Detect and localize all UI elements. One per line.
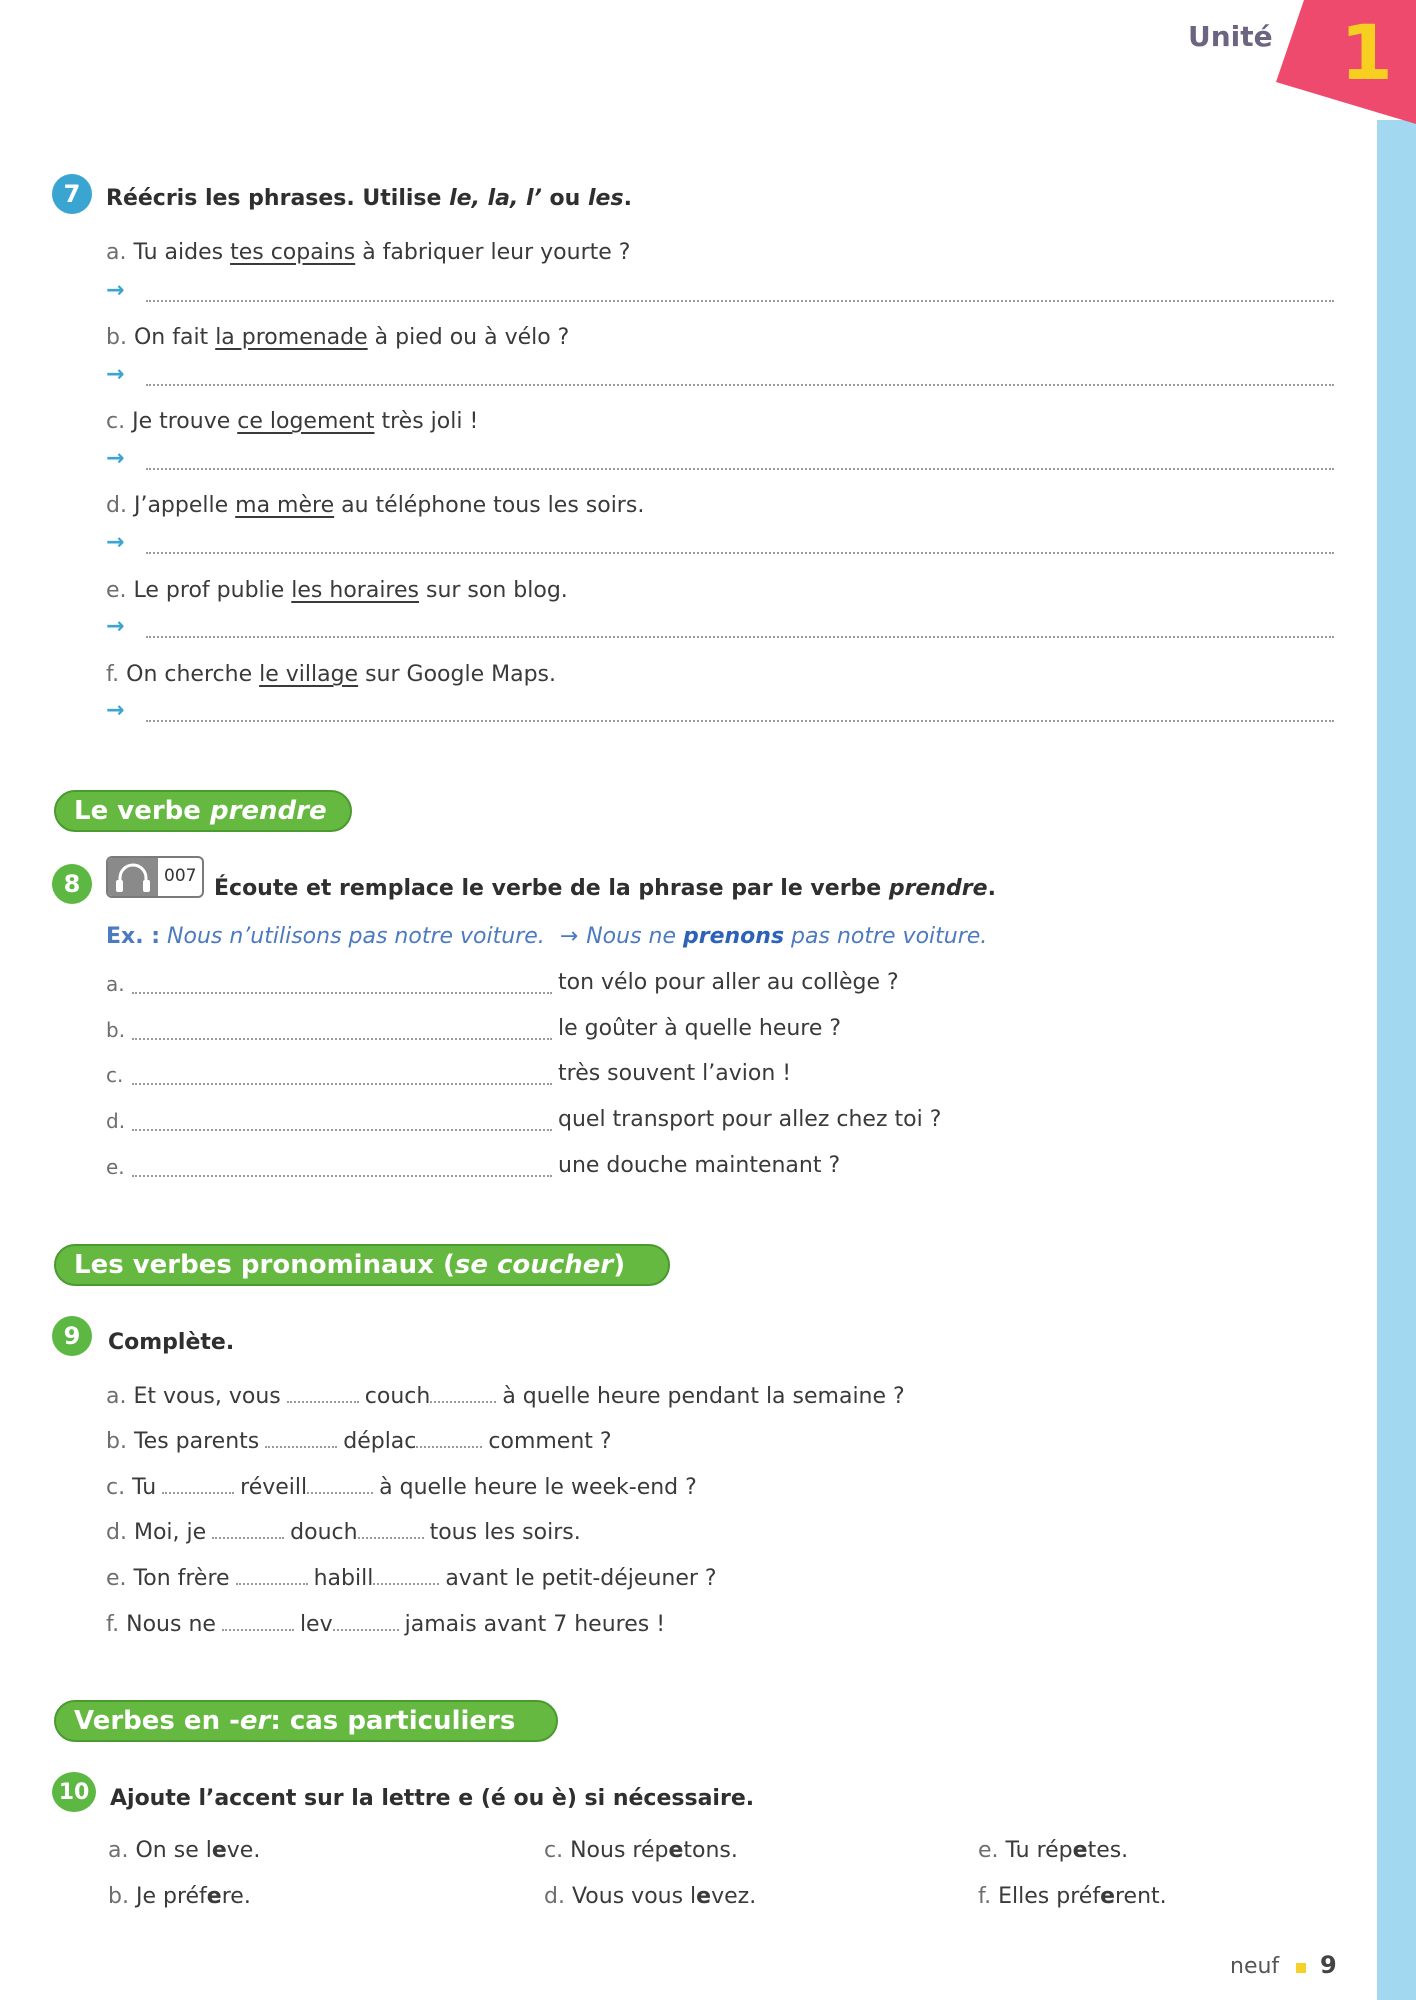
word-part: ve. bbox=[226, 1838, 261, 1863]
dotted-line bbox=[146, 300, 1334, 302]
ex8-item-b bbox=[106, 1018, 1006, 1048]
ex7-answer-line-c[interactable] bbox=[106, 446, 1334, 474]
section-title-text: Le verbe bbox=[74, 796, 201, 826]
word-part: On se l bbox=[135, 1838, 212, 1863]
ex7-sentence-b bbox=[106, 325, 569, 350]
ex10-item-b[interactable] bbox=[108, 1884, 251, 1909]
instruction-text: Écoute et remplace le verbe de la phrase par le verbe bbox=[214, 876, 889, 901]
sentence-text: Tes parents bbox=[133, 1429, 260, 1454]
example-answer: Nous ne bbox=[586, 924, 683, 949]
underlined-object: ce logement bbox=[237, 409, 375, 434]
arrow-icon: → bbox=[106, 362, 125, 387]
sentence-text: sur Google Maps. bbox=[358, 662, 556, 687]
footer-square-icon bbox=[1296, 1963, 1306, 1973]
word-part: Elles préf bbox=[998, 1884, 1101, 1909]
ex7-answer-line-a[interactable] bbox=[106, 278, 1334, 306]
sentence-text: J’appelle bbox=[133, 493, 236, 518]
answer-blank[interactable] bbox=[307, 1478, 373, 1494]
section-title-text: : cas particuliers bbox=[270, 1706, 516, 1736]
answer-blank[interactable] bbox=[333, 1615, 399, 1631]
sentence-text: à quelle heure pendant la semaine ? bbox=[502, 1384, 905, 1409]
ex9-item-f bbox=[106, 1612, 665, 1637]
ex10-item-f[interactable] bbox=[978, 1884, 1167, 1909]
sentence-text: avant le petit-déjeuner ? bbox=[445, 1566, 717, 1591]
instruction-text: . bbox=[623, 186, 632, 211]
target-letter: e bbox=[206, 1884, 222, 1909]
section-title-italic: er bbox=[239, 1706, 271, 1736]
sentence-text: très souvent l’avion ! bbox=[558, 1061, 792, 1086]
sentence-text: ton vélo pour aller au collège ? bbox=[558, 970, 899, 995]
item-letter: b. bbox=[106, 1429, 127, 1454]
exercise-8-number: 8 bbox=[52, 864, 92, 904]
exercise-8-example bbox=[106, 924, 987, 949]
dotted-line bbox=[146, 720, 1334, 722]
instruction-text: Réécris les phrases. Utilise bbox=[106, 186, 450, 211]
sentence-text: Ton frère bbox=[133, 1566, 230, 1591]
ex9-item-b bbox=[106, 1429, 612, 1454]
sentence-text: comment ? bbox=[488, 1429, 612, 1454]
ex9-item-e bbox=[106, 1566, 717, 1591]
side-strip bbox=[1377, 120, 1416, 2000]
word-part: tes. bbox=[1087, 1838, 1129, 1863]
sentence-text: jamais avant 7 heures ! bbox=[404, 1612, 666, 1637]
unit-label: Unité bbox=[1188, 20, 1273, 53]
section-title-italic: prendre bbox=[209, 796, 327, 826]
underlined-object: ma mère bbox=[235, 493, 335, 518]
item-letter: e. bbox=[106, 1566, 127, 1591]
item-letter: e. bbox=[106, 578, 127, 603]
answer-blank[interactable] bbox=[287, 1387, 359, 1403]
instruction-text: . bbox=[987, 876, 996, 901]
example-label: Ex. : bbox=[106, 924, 161, 949]
ex7-sentence-a bbox=[106, 240, 630, 265]
exercise-8-instruction bbox=[214, 876, 996, 901]
target-letter: e bbox=[211, 1838, 227, 1863]
sentence-text: très joli ! bbox=[374, 409, 479, 434]
ex8-item-d bbox=[106, 1109, 1006, 1139]
item-letter: c. bbox=[106, 1475, 126, 1500]
exercise-10-number: 10 bbox=[52, 1772, 96, 1812]
verb-stem: couch bbox=[364, 1384, 431, 1409]
arrow-icon: → bbox=[106, 446, 125, 471]
ex7-sentence-d bbox=[106, 493, 644, 518]
item-letter: e. bbox=[106, 1155, 125, 1179]
sentence-text: une douche maintenant ? bbox=[558, 1153, 841, 1178]
underlined-object: les horaires bbox=[291, 578, 419, 603]
instruction-pronouns: le, la, l’ bbox=[449, 186, 542, 211]
ex7-answer-line-d[interactable] bbox=[106, 530, 1334, 558]
ex7-answer-line-b[interactable] bbox=[106, 362, 1334, 390]
dotted-line bbox=[146, 384, 1334, 386]
answer-blank[interactable] bbox=[132, 1038, 552, 1040]
sentence-text: Et vous, vous bbox=[133, 1384, 281, 1409]
answer-blank[interactable] bbox=[430, 1387, 496, 1403]
sentence-text: à quelle heure le week-end ? bbox=[379, 1475, 697, 1500]
exercise-10-instruction: Ajoute l’accent sur la lettre e (é ou è) si nécessaire. bbox=[110, 1786, 755, 1811]
example-sentence: Nous n’utilisons pas notre voiture. bbox=[167, 924, 545, 949]
ex9-item-c bbox=[106, 1475, 697, 1500]
sentence-text: Nous ne bbox=[126, 1612, 216, 1637]
sentence-text: quel transport pour allez chez toi ? bbox=[558, 1107, 942, 1132]
item-letter: a. bbox=[106, 972, 125, 996]
item-letter: c. bbox=[106, 1063, 124, 1087]
answer-blank[interactable] bbox=[222, 1615, 294, 1631]
verb-stem: réveill bbox=[240, 1475, 308, 1500]
instruction-text: ou bbox=[541, 186, 588, 211]
ex8-item-e bbox=[106, 1155, 1006, 1185]
ex10-item-e[interactable] bbox=[978, 1838, 1128, 1863]
exercise-9-instruction: Complète. bbox=[108, 1330, 235, 1355]
word-part: Tu rép bbox=[1005, 1838, 1073, 1863]
ex9-item-d bbox=[106, 1520, 581, 1545]
word-part: re. bbox=[221, 1884, 251, 1909]
ex10-item-a[interactable] bbox=[108, 1838, 260, 1863]
underlined-object: la promenade bbox=[215, 325, 368, 350]
item-letter: f. bbox=[106, 1612, 120, 1637]
section-title-italic: se coucher bbox=[454, 1250, 614, 1280]
sentence-text: au téléphone tous les soirs. bbox=[334, 493, 645, 518]
answer-blank[interactable] bbox=[132, 992, 552, 994]
item-letter: a. bbox=[106, 240, 127, 265]
answer-blank[interactable] bbox=[132, 1083, 552, 1085]
verb-stem: habill bbox=[313, 1566, 374, 1591]
item-letter: d. bbox=[106, 1109, 126, 1133]
ex10-item-d[interactable] bbox=[544, 1884, 756, 1909]
arrow-icon: → bbox=[106, 698, 125, 723]
instruction-pronoun: les bbox=[588, 186, 624, 211]
item-letter: b. bbox=[106, 1018, 126, 1042]
answer-blank[interactable] bbox=[132, 1129, 552, 1131]
ex10-item-c[interactable] bbox=[544, 1838, 738, 1863]
item-letter: c. bbox=[544, 1838, 564, 1863]
exercise-7-instruction bbox=[106, 186, 632, 211]
sentence-text: tous les soirs. bbox=[429, 1520, 581, 1545]
word-part: tons. bbox=[683, 1838, 738, 1863]
answer-blank[interactable] bbox=[132, 1175, 552, 1177]
item-letter: a. bbox=[106, 1384, 127, 1409]
item-letter: f. bbox=[978, 1884, 992, 1909]
page-number: 9 bbox=[1320, 1951, 1337, 1979]
instruction-verb: prendre bbox=[888, 876, 988, 901]
answer-blank[interactable] bbox=[416, 1432, 482, 1448]
page-number-word: neuf bbox=[1230, 1954, 1280, 1979]
dotted-line bbox=[146, 468, 1334, 470]
item-letter: b. bbox=[108, 1884, 129, 1909]
exercise-9-number: 9 bbox=[52, 1316, 92, 1356]
dotted-line bbox=[146, 552, 1334, 554]
unit-number: 1 bbox=[1340, 8, 1393, 97]
sentence-text: On cherche bbox=[126, 662, 260, 687]
sentence-text: à pied ou à vélo ? bbox=[367, 325, 570, 350]
section-title-text: Les verbes pronominaux ( bbox=[74, 1250, 455, 1280]
item-letter: b. bbox=[106, 325, 127, 350]
headphones-icon bbox=[108, 858, 158, 896]
ex7-sentence-e bbox=[106, 578, 568, 603]
section-title-text: Verbes en - bbox=[74, 1706, 240, 1736]
ex7-sentence-f bbox=[106, 662, 556, 687]
example-verb: prenons bbox=[683, 924, 785, 949]
exercise-7-number: 7 bbox=[52, 174, 92, 214]
audio-code: 007 bbox=[164, 866, 197, 886]
audio-track-button[interactable] bbox=[106, 856, 204, 898]
ex7-answer-line-e[interactable] bbox=[106, 614, 1334, 642]
dotted-line bbox=[146, 636, 1334, 638]
target-letter: e bbox=[696, 1884, 712, 1909]
arrow-icon: → bbox=[559, 924, 579, 949]
item-letter: a. bbox=[108, 1838, 129, 1863]
answer-blank[interactable] bbox=[265, 1432, 337, 1448]
item-letter: d. bbox=[106, 1520, 127, 1545]
ex7-sentence-c bbox=[106, 409, 478, 434]
sentence-text: Le prof publie bbox=[133, 578, 292, 603]
word-part: vez. bbox=[711, 1884, 757, 1909]
section-title-prendre bbox=[54, 790, 352, 832]
underlined-object: le village bbox=[259, 662, 359, 687]
example-answer: pas notre voiture. bbox=[784, 924, 988, 949]
target-letter: e bbox=[1100, 1884, 1115, 1909]
ex8-item-c bbox=[106, 1063, 1006, 1093]
verb-stem: douch bbox=[290, 1520, 358, 1545]
ex7-answer-line-f[interactable] bbox=[106, 698, 1334, 726]
sentence-text: à fabriquer leur yourte ? bbox=[355, 240, 631, 265]
item-letter: d. bbox=[544, 1884, 565, 1909]
answer-blank[interactable] bbox=[162, 1478, 234, 1494]
section-title-er bbox=[54, 1700, 558, 1742]
item-letter: f. bbox=[106, 662, 120, 687]
sentence-text: le goûter à quelle heure ? bbox=[558, 1016, 842, 1041]
sentence-text: On fait bbox=[133, 325, 216, 350]
answer-blank[interactable] bbox=[236, 1569, 308, 1585]
underlined-object: tes copains bbox=[230, 240, 356, 265]
sentence-text: Moi, je bbox=[133, 1520, 207, 1545]
word-part: Nous rép bbox=[570, 1838, 669, 1863]
word-part: Je préf bbox=[135, 1884, 207, 1909]
verb-stem: déplac bbox=[343, 1429, 417, 1454]
ex9-item-a bbox=[106, 1384, 905, 1409]
target-letter: e bbox=[668, 1838, 684, 1863]
word-part: Vous vous l bbox=[571, 1884, 697, 1909]
sentence-text: Tu aides bbox=[133, 240, 231, 265]
arrow-icon: → bbox=[106, 278, 125, 303]
item-letter: d. bbox=[106, 493, 127, 518]
verb-stem: lev bbox=[299, 1612, 333, 1637]
sentence-text: Je trouve bbox=[132, 409, 238, 434]
item-letter: c. bbox=[106, 409, 126, 434]
arrow-icon: → bbox=[106, 614, 125, 639]
sentence-text: sur son blog. bbox=[418, 578, 568, 603]
answer-blank[interactable] bbox=[358, 1523, 424, 1539]
sentence-text: Tu bbox=[132, 1475, 157, 1500]
word-part: rent. bbox=[1114, 1884, 1167, 1909]
answer-blank[interactable] bbox=[212, 1523, 284, 1539]
item-letter: e. bbox=[978, 1838, 999, 1863]
arrow-icon: → bbox=[106, 530, 125, 555]
answer-blank[interactable] bbox=[373, 1569, 439, 1585]
section-title-pronominaux bbox=[54, 1244, 670, 1286]
section-title-text: ) bbox=[613, 1250, 626, 1280]
target-letter: e bbox=[1072, 1838, 1088, 1863]
ex8-item-a bbox=[106, 972, 1006, 1002]
